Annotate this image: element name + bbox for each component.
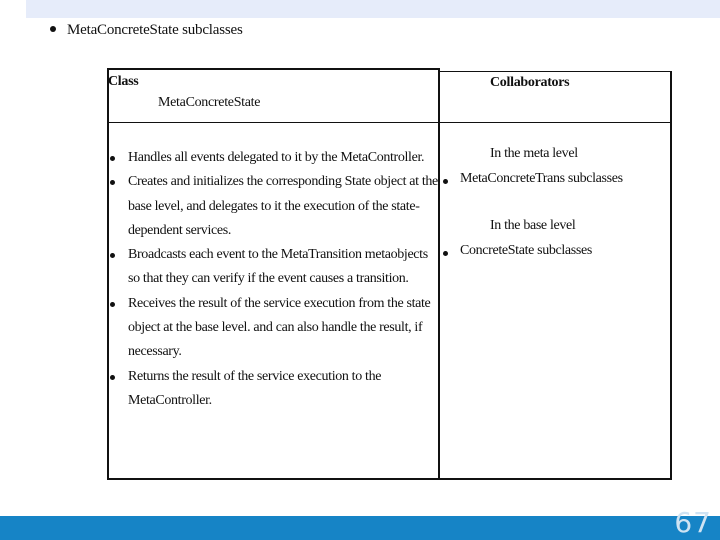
collaborator-group-heading: In the meta level — [490, 146, 578, 161]
footer-bar — [0, 516, 720, 540]
crc-top-border-right — [439, 71, 672, 72]
bullet-icon — [443, 179, 448, 184]
top-accent-bar — [0, 0, 720, 18]
responsibility-item: Handles all events delegated to it by the MetaController. — [109, 146, 439, 170]
collaborator-item — [460, 243, 592, 259]
collaborator-item-text: MetaConcreteTrans subclasses — [460, 171, 623, 186]
page-number: 67 — [674, 506, 712, 539]
slide-heading-text: MetaConcreteState subclasses — [67, 22, 243, 38]
collaborator-item-text: ConcreteState subclasses — [460, 243, 592, 258]
crc-bottom-border — [107, 478, 672, 480]
class-label: Class — [108, 74, 139, 89]
class-name: MetaConcreteState — [158, 95, 261, 110]
crc-top-border-left — [107, 68, 439, 70]
crc-header-divider — [107, 122, 672, 123]
crc-right-border — [670, 71, 672, 480]
top-bar-notch — [0, 0, 26, 18]
bullet-icon — [50, 26, 56, 32]
responsibility-item: Broadcasts each event to the MetaTransition metaobjects so that they can verify if the event causes a transition. — [109, 243, 439, 292]
collaborator-item — [460, 171, 623, 187]
bullet-icon — [443, 251, 448, 256]
responsibility-item: Returns the result of the service execution to the MetaController. — [109, 365, 439, 414]
responsibility-item: Creates and initializes the corresponding State object at the base level, and delegates to it the execution of the state-dependent services. — [109, 170, 439, 243]
responsibility-item: Receives the result of the service execution from the state object at the base level. and can also handle the result, if necessary. — [109, 292, 439, 365]
collaborator-group-heading: In the base level — [490, 218, 576, 233]
collaborators-label: Collaborators — [490, 75, 570, 90]
responsibilities-list — [109, 146, 439, 413]
slide-heading — [50, 22, 243, 39]
